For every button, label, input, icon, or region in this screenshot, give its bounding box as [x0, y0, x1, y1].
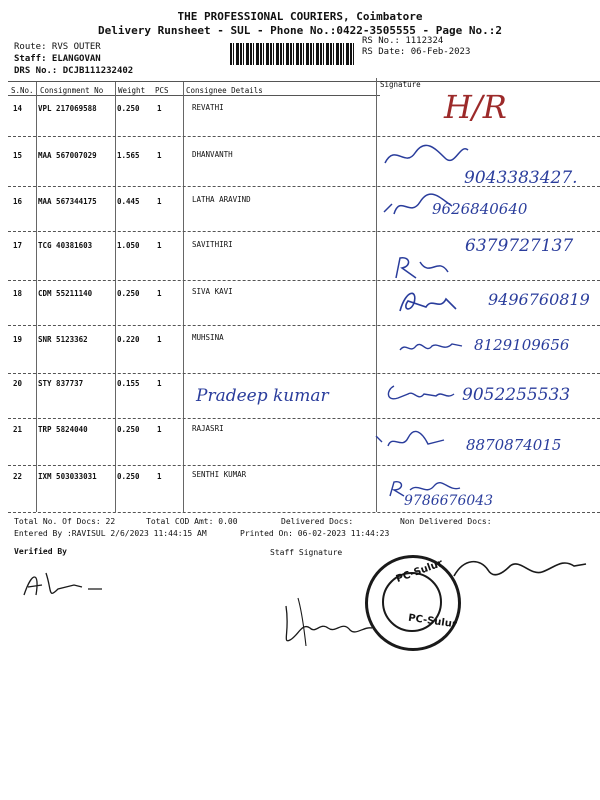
signature-scribble — [392, 252, 452, 282]
row-divider — [8, 465, 600, 466]
verifier-signature — [18, 565, 108, 605]
table-row-weight: 1.565 — [117, 151, 140, 160]
non-delivered-docs: Non Delivered Docs: — [400, 517, 492, 526]
table-row-weight: 0.250 — [117, 104, 140, 113]
signature-scribble — [396, 287, 466, 317]
table-row-pcs: 1 — [157, 335, 162, 344]
verified-by-label: Verified By — [14, 547, 67, 556]
table-row-consignee: LATHA ARAVIND — [192, 195, 251, 204]
table-row-consignment: MAA 567344175 — [38, 197, 97, 206]
table-row-consignment: IXM 503033031 — [38, 472, 97, 481]
table-row-consignment: SNR 5123362 — [38, 335, 88, 344]
table-row-consignment: CDM 55211140 — [38, 289, 93, 298]
table-row-consignee: REVATHI — [192, 103, 224, 112]
row-divider — [8, 231, 600, 232]
row-signature: 9786676043 — [404, 493, 494, 509]
total-cod: Total COD Amt: 0.00 — [146, 517, 238, 526]
route-label: Route: RVS OUTER — [14, 42, 101, 52]
signature-scribble — [372, 428, 452, 454]
table-row-consignment: TRP 5824040 — [38, 425, 88, 434]
table-row-consignment: VPL 217069588 — [38, 104, 97, 113]
table-row-consignee: SAVITHIRI — [192, 240, 233, 249]
supervisor-signature — [450, 552, 590, 592]
stamp-text-lower: PC-Sulur — [407, 612, 458, 631]
table-header-rule — [8, 95, 380, 96]
document-title: THE PROFESSIONAL COURIERS, Coimbatore — [177, 10, 423, 23]
handwritten-consignee: Pradeep kumar — [196, 386, 329, 406]
row-signature: 6379727137 — [465, 236, 574, 256]
col-sno: S.No. — [11, 86, 34, 95]
row-signature: 9043383427. — [464, 168, 578, 188]
table-row-weight: 0.220 — [117, 335, 140, 344]
col-consignment: Consignment No — [40, 86, 104, 95]
table-row-consignment: TCG 40381603 — [38, 241, 93, 250]
table-row-weight: 0.250 — [117, 425, 140, 434]
total-docs: Total No. Of Docs: 22 — [14, 517, 116, 526]
table-bottom-rule — [8, 512, 600, 513]
table-row-sno: 16 — [13, 197, 23, 206]
row-signature: 9052255533 — [462, 385, 571, 405]
drs-number: DRS No.: DCJB111232402 — [14, 66, 134, 76]
table-row-pcs: 1 — [157, 289, 162, 298]
stamp-text: PC-Sulur — [394, 557, 445, 586]
row-signature: 9496760819 — [488, 290, 590, 309]
table-row-consignee: SIVA KAVI — [192, 287, 233, 296]
row-divider — [8, 136, 600, 137]
table-row-sno: 17 — [13, 241, 23, 250]
table-row-consignment: MAA 567007029 — [38, 151, 97, 160]
col-weight: Weight — [118, 86, 146, 95]
table-row-sno: 15 — [13, 151, 23, 160]
table-row-sno: 19 — [13, 335, 23, 344]
row-divider — [8, 373, 600, 374]
row-signature: 9626840640 — [432, 200, 528, 218]
table-row-weight: 0.250 — [117, 289, 140, 298]
document-subtitle: Delivery Runsheet - SUL - Phone No.:0422-3505555 - Page No.:2 — [98, 24, 502, 37]
table-top-rule — [8, 81, 600, 82]
row-signature: H/R — [444, 88, 507, 126]
table-row-sno: 18 — [13, 289, 23, 298]
staff-label: Staff: ELANGOVAN — [14, 54, 101, 64]
table-row-weight: 0.445 — [117, 197, 140, 206]
table-row-sno: 21 — [13, 425, 23, 434]
table-row-weight: 1.050 — [117, 241, 140, 250]
table-row-pcs: 1 — [157, 472, 162, 481]
table-row-consignee: RAJASRI — [192, 424, 224, 433]
table-row-weight: 0.155 — [117, 379, 140, 388]
staff-signature-label: Staff Signature — [270, 548, 343, 557]
col-consignee: Consignee Details — [186, 86, 263, 95]
row-divider — [8, 186, 600, 187]
row-divider — [8, 325, 600, 326]
rs-date: RS Date: 06-Feb-2023 — [362, 47, 471, 57]
row-divider — [8, 418, 600, 419]
table-row-pcs: 1 — [157, 425, 162, 434]
rs-number: RS No.: 1112324 — [362, 36, 444, 46]
table-row-sno: 20 — [13, 379, 23, 388]
table-row-weight: 0.250 — [117, 472, 140, 481]
signature-scribble — [384, 380, 456, 406]
table-row-pcs: 1 — [157, 379, 162, 388]
signature-scribble — [380, 138, 470, 172]
signature-scribble — [396, 336, 466, 358]
col-divider — [36, 82, 37, 512]
row-signature: 8870874015 — [466, 436, 562, 454]
entered-by: Entered By :RAVISUL 2/6/2023 11:44:15 AM — [14, 529, 207, 538]
row-divider — [8, 280, 600, 281]
col-divider — [183, 82, 184, 512]
col-signature: Signature — [380, 80, 421, 89]
row-signature: 8129109656 — [474, 336, 570, 354]
table-row-sno: 22 — [13, 472, 23, 481]
table-row-pcs: 1 — [157, 151, 162, 160]
delivered-docs: Delivered Docs: — [281, 517, 354, 526]
table-row-consignee: SENTHI KUMAR — [192, 470, 247, 479]
col-pcs: PCS — [155, 86, 169, 95]
table-row-pcs: 1 — [157, 197, 162, 206]
table-row-consignee: DHANVANTH — [192, 150, 233, 159]
table-row-consignment: STY 837737 — [38, 379, 84, 388]
table-row-pcs: 1 — [157, 104, 162, 113]
col-divider — [115, 82, 116, 512]
table-row-pcs: 1 — [157, 241, 162, 250]
barcode — [230, 43, 356, 65]
staff-signature — [276, 592, 376, 654]
table-row-sno: 14 — [13, 104, 23, 113]
table-row-consignee: MUHSINA — [192, 333, 224, 342]
printed-on: Printed On: 06-02-2023 11:44:23 — [240, 529, 390, 538]
